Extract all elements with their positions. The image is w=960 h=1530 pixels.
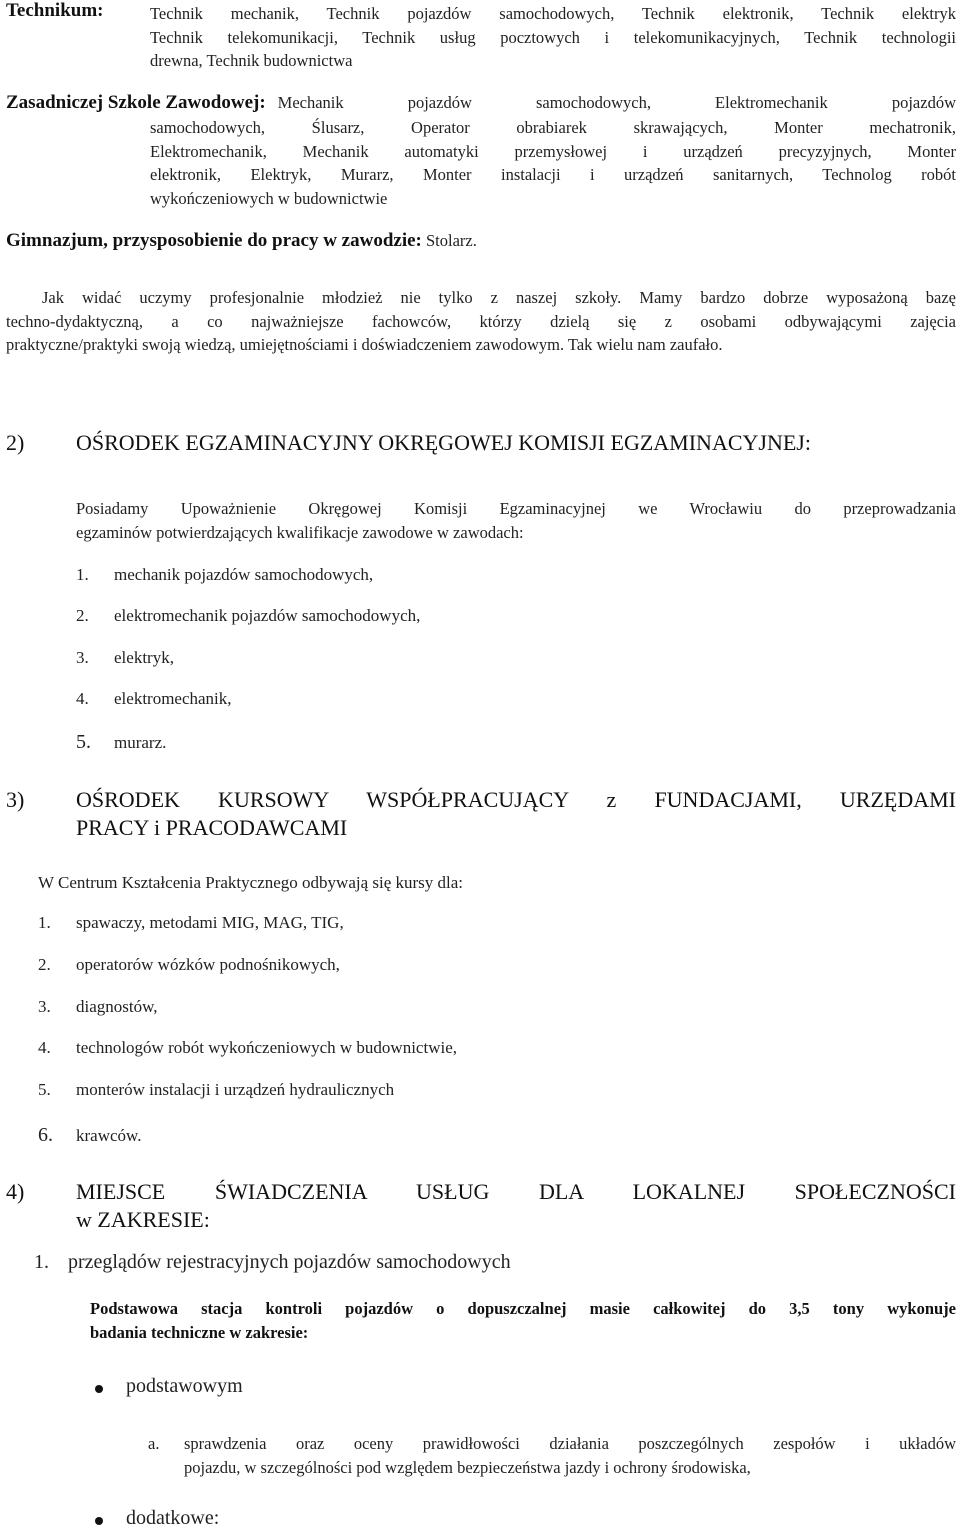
section4-title-line: MIEJSCE ŚWIADCZENIA USŁUG DLA LOKALNEJ SPOŁECZNOŚCI <box>76 1179 956 1204</box>
list-item <box>38 997 158 1017</box>
technikum-line: Technik mechanik, Technik pojazdów samochodowych, Technik elektronik, Technik elektryk <box>150 4 956 23</box>
list-item <box>38 955 340 975</box>
section4-bold-paragraph <box>90 1297 956 1345</box>
list-item <box>76 731 166 754</box>
list-item <box>76 648 174 668</box>
list-number: 1. <box>34 1251 49 1273</box>
gimnazjum-label: Gimnazjum, przysposobienie do pracy w zawodzie: <box>6 230 422 251</box>
technikum-line: drewna, Technik budownictwa <box>150 51 353 70</box>
bullet-icon <box>95 1385 103 1393</box>
bullet-icon <box>95 1517 103 1525</box>
list-text: krawców. <box>76 1126 142 1145</box>
gimnazjum-line <box>6 230 477 252</box>
section4-title <box>76 1178 956 1234</box>
list-number: 2. <box>76 606 89 625</box>
section3-intro: W Centrum Kształcenia Praktycznego odbywają się kursy dla: <box>38 873 464 892</box>
list-item <box>38 913 344 933</box>
list-text: diagnostów, <box>76 997 158 1016</box>
bold-paragraph-line: Podstawowa stacja kontroli pojazdów o dopuszczalnej masie całkowitej do 3,5 tony wykonuje <box>90 1299 956 1318</box>
intro-line: techno-dydaktyczną, a co najważniejsze fachowców, którzy dzielą się z osobami odbywającymi zajęcia <box>6 311 956 331</box>
section3-title <box>76 786 956 842</box>
list-number: 4. <box>76 689 89 708</box>
list-number: 2. <box>38 955 51 974</box>
intro-line: Jak widać uczymy profesjonalnie młodzież nie tylko z naszej szkoły. Mamy bardzo dobrze wyposażoną bazę <box>42 288 956 307</box>
bullet-item-podstawowym: podstawowym <box>126 1375 243 1397</box>
zasadnicza-line: samochodowych, Ślusarz, Operator obrabiarek skrawających, Monter mechatronik, <box>150 118 956 137</box>
list-text: elektryk, <box>114 648 174 667</box>
section2-title: OŚRODEK EGZAMINACYJNY OKRĘGOWEJ KOMISJI EGZAMINACYJNEJ: <box>76 430 811 455</box>
list-item <box>38 1080 394 1100</box>
list-text: mechanik pojazdów samochodowych, <box>114 565 374 584</box>
list-item <box>76 606 420 626</box>
zasadnicza-line: Elektromechanik, Mechanik automatyki przemysłowej i urządzeń precyzyjnych, Monter <box>150 141 956 161</box>
list-item <box>34 1251 511 1274</box>
list-number: 4. <box>38 1038 51 1057</box>
zasadnicza-line: wykończeniowych w budownictwie <box>150 188 388 208</box>
list-text: technologów robót wykończeniowych w budownictwie, <box>76 1038 457 1057</box>
technikum-list <box>150 2 956 73</box>
sub-item-marker: a. <box>148 1434 160 1453</box>
list-text: operatorów wózków podnośnikowych, <box>76 955 340 974</box>
gimnazjum-value: Stolarz. <box>426 231 477 250</box>
list-item <box>38 1038 457 1058</box>
sub-item-line: sprawdzenia oraz oceny prawidłowości działania poszczególnych zespołów i układów <box>184 1434 956 1453</box>
section2-paragraph-line: Posiadamy Upoważnienie Okręgowej Komisji Egzaminacyjnej we Wrocławiu do przeprowadzania <box>76 499 956 518</box>
sub-item-a <box>148 1432 956 1480</box>
zasadnicza-first-line <box>6 91 956 115</box>
list-number: 5. <box>38 1080 51 1099</box>
list-text: przeglądów rejestracyjnych pojazdów samochodowych <box>68 1251 511 1273</box>
technikum-line: Technik telekomunikacji, Technik usług pocztowych i telekomunikacyjnych, Technik technologii <box>150 27 956 47</box>
list-number: 5. <box>76 731 91 753</box>
bullet-item-dodatkowe: dodatkowe: <box>126 1507 220 1529</box>
list-text: murarz. <box>114 733 167 752</box>
list-text: elektromechanik, <box>114 689 232 708</box>
list-item <box>38 1124 141 1147</box>
list-number: 1. <box>76 565 89 584</box>
section4-number: 4) <box>6 1179 25 1204</box>
zasadnicza-line: Mechanik pojazdów samochodowych, Elektromechanik pojazdów <box>277 93 956 112</box>
zasadnicza-label: Zasadniczej Szkole Zawodowej: <box>6 92 266 113</box>
list-number: 3. <box>38 997 51 1016</box>
section2-paragraph-line: egzaminów potwierdzających kwalifikacje zawodowe w zawodach: <box>76 522 524 542</box>
section4-title-line: w ZAKRESIE: <box>76 1207 210 1232</box>
intro-line: praktyczne/praktyki swoją wiedzą, umiejętnościami i doświadczeniem zawodowym. Tak wielu nam zaufało. <box>6 335 723 354</box>
section3-number: 3) <box>6 787 25 812</box>
list-number: 3. <box>76 648 89 667</box>
list-item <box>76 689 232 709</box>
zasadnicza-line: elektronik, Elektryk, Murarz, Monter instalacji i urządzeń sanitarnych, Technolog robót <box>150 165 956 184</box>
list-text: monterów instalacji i urządzeń hydraulicznych <box>76 1080 395 1099</box>
sub-item-line: pojazdu, w szczególności pod względem bezpieczeństwa jazdy i ochrony środowiska, <box>184 1458 751 1477</box>
intro-paragraph <box>6 286 956 357</box>
section2-number: 2) <box>6 430 25 455</box>
technikum-label: Technikum: <box>6 0 104 21</box>
zasadnicza-list <box>150 116 956 210</box>
section2-paragraph <box>76 497 956 544</box>
section3-title-line: OŚRODEK KURSOWY WSPÓŁPRACUJĄCY z FUNDACJAMI, URZĘDAMI <box>76 787 956 812</box>
bold-paragraph-line: badania techniczne w zakresie: <box>90 1323 309 1342</box>
list-text: spawaczy, metodami MIG, MAG, TIG, <box>76 913 344 932</box>
section3-title-line: PRACY i PRACODAWCAMI <box>76 815 348 840</box>
list-text: elektromechanik pojazdów samochodowych, <box>114 606 421 625</box>
list-number: 6. <box>38 1124 53 1146</box>
list-item <box>76 565 373 585</box>
list-number: 1. <box>38 913 51 932</box>
